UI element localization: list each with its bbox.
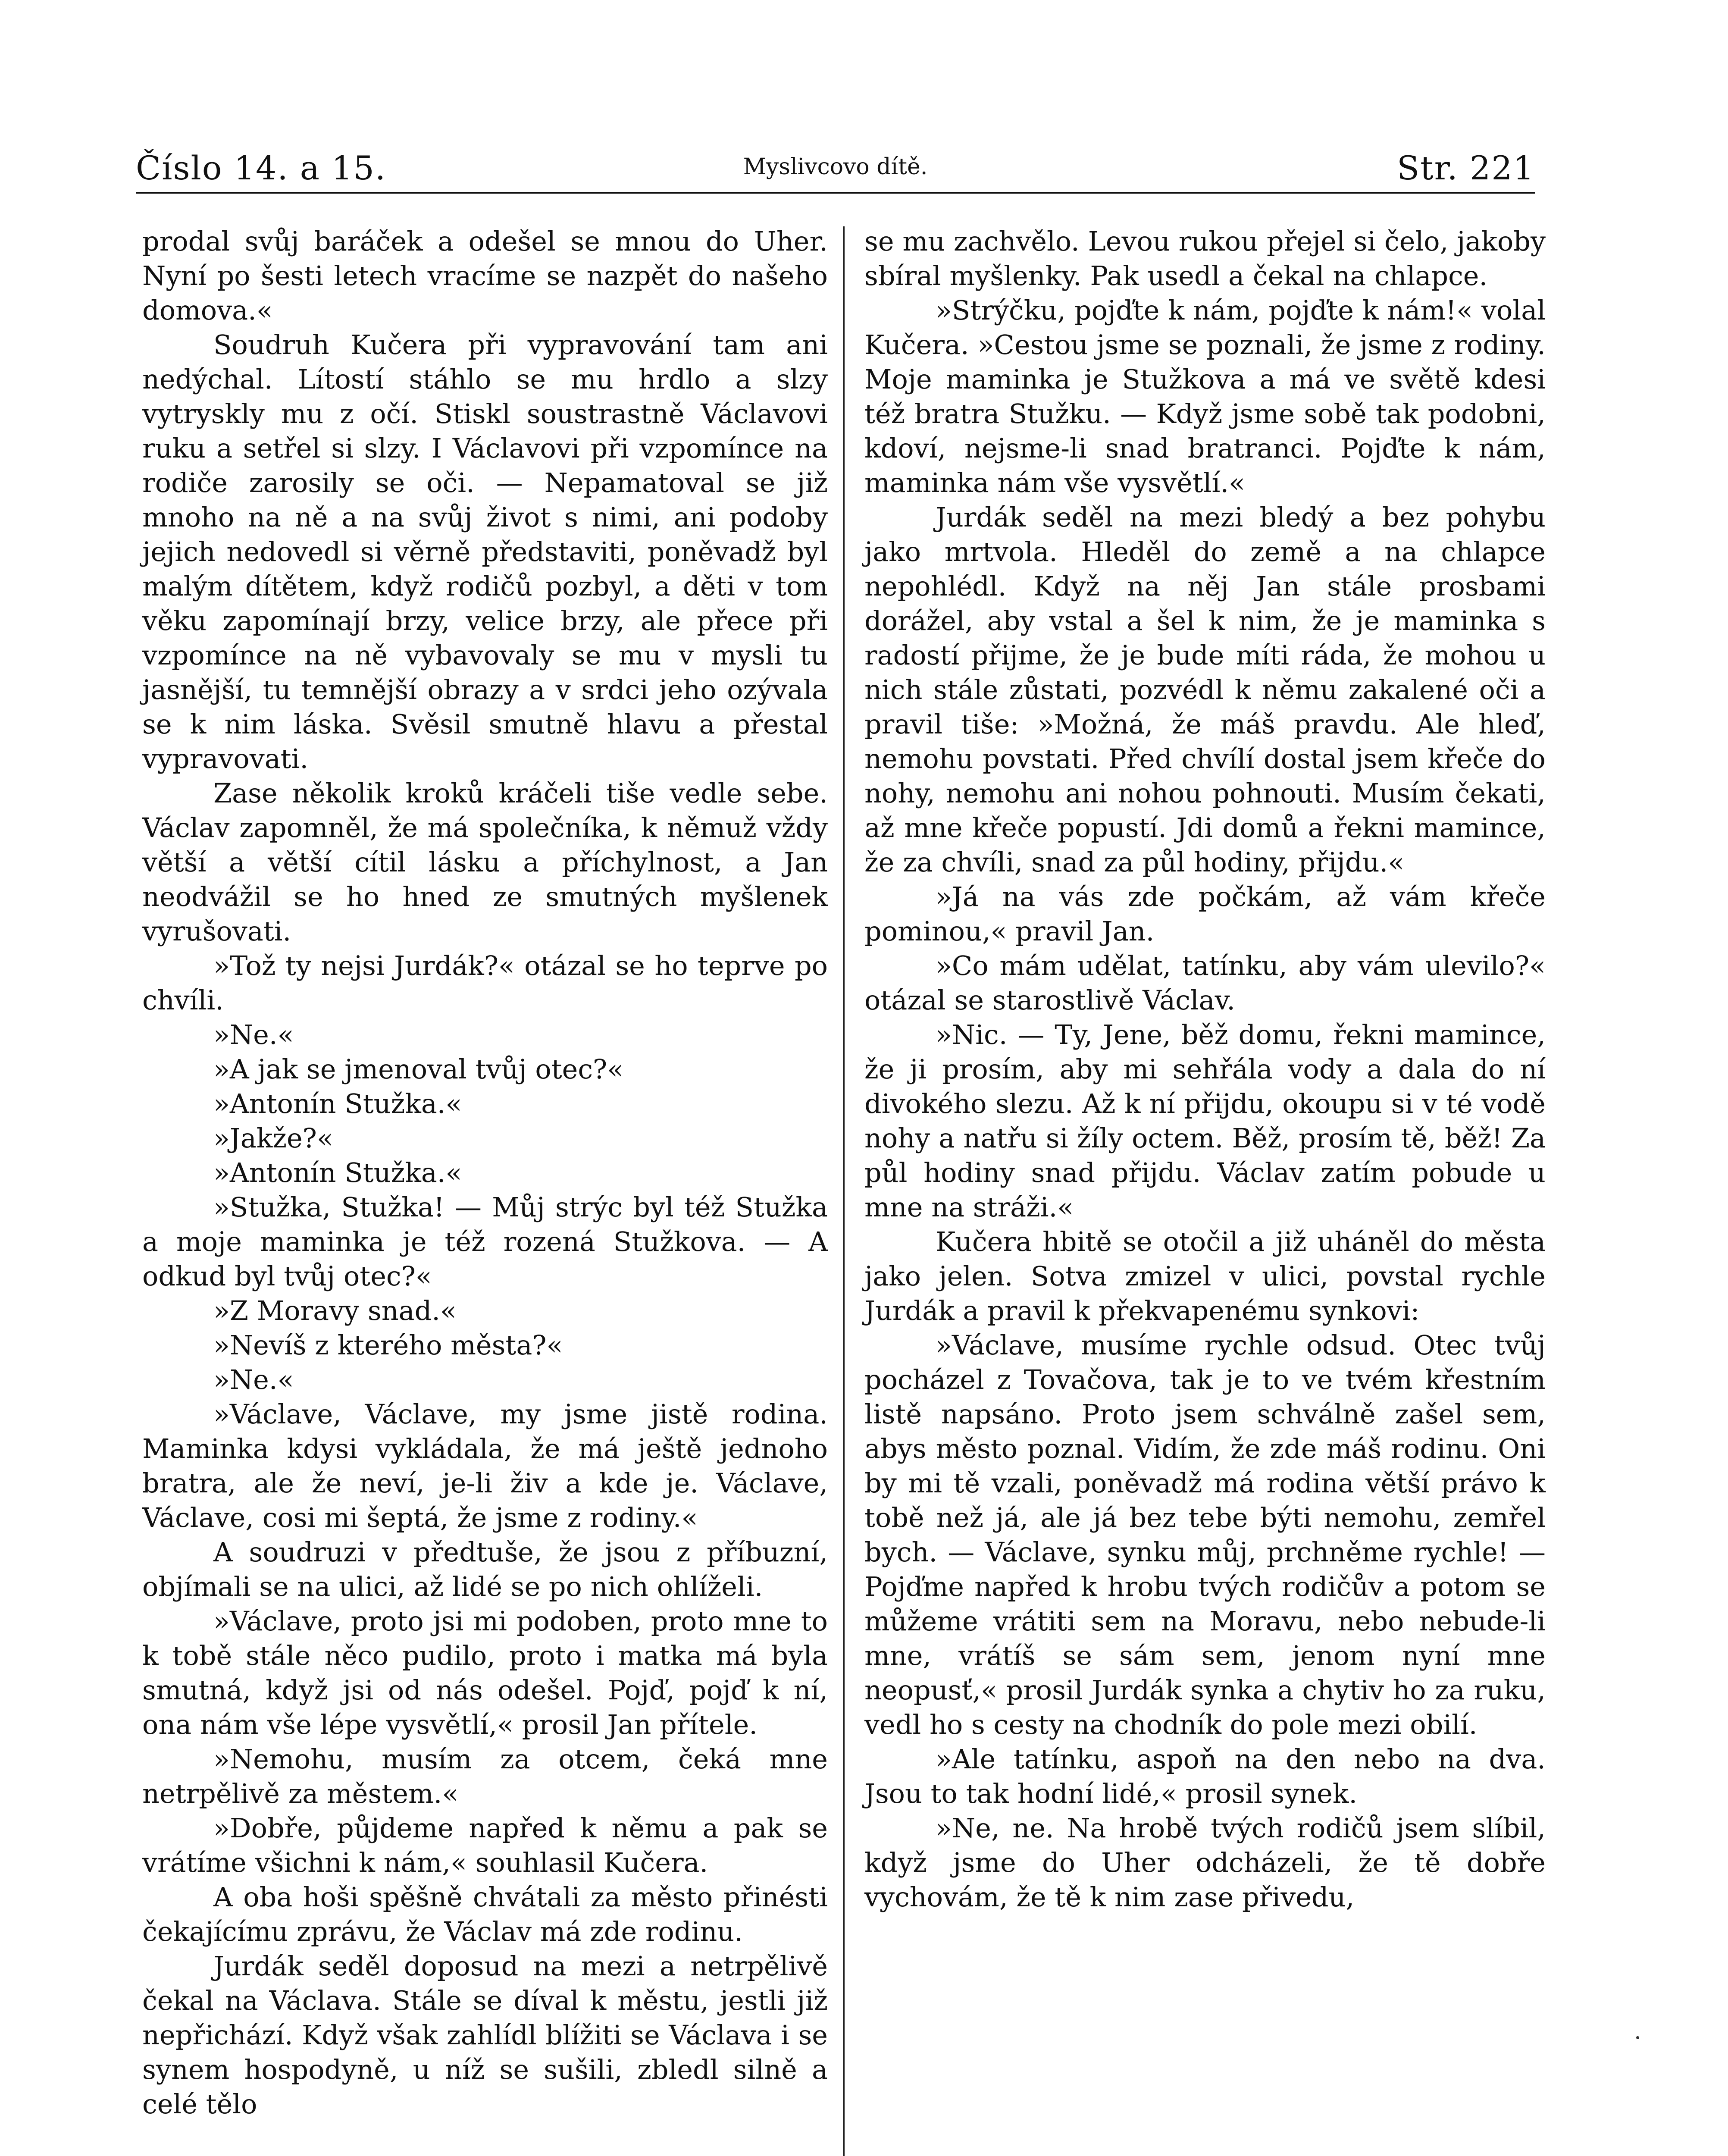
- page-header: [136, 140, 1535, 194]
- print-speck: [1636, 2036, 1639, 2039]
- paragraph: A oba hoši spěšně chvátali za město přinésti čekajícímu zprávu, že Václav má zde rodinu.: [142, 1881, 828, 1947]
- paragraph: »Nemohu, musím za otcem, čeká mne netrpělivě za městem.«: [142, 1743, 828, 1809]
- page-number: Str. 221: [1397, 149, 1535, 187]
- paragraph: »Z Moravy snad.«: [213, 1295, 457, 1326]
- paragraph: »Antonín Stužka.«: [213, 1157, 462, 1188]
- paragraph: »Dobře, půjdeme napřed k němu a pak se vrátíme všichni k nám,« souhlasil Kučera.: [142, 1812, 828, 1878]
- paragraph: »Nic. — Ty, Jene, běž domu, řekni mamince, že ji prosím, aby mi sehřála vody a dala do ní divokého slezu. Až k ní přijdu, okoupu si v té vodě nohy a natřu si žíly octem. Běž, prosím tě, běž! Za půl hodiny snad přijdu. Václav zatím pobude u mne na stráži.«: [864, 1019, 1546, 1223]
- paragraph: »Ale tatínku, aspoň na den nebo na dva. Jsou to tak hodní lidé,« prosil synek.: [864, 1743, 1546, 1809]
- paragraph: »Já na vás zde počkám, až vám křeče pominou,« pravil Jan.: [864, 881, 1546, 947]
- paragraph: »Václave, musíme rychle odsud. Otec tvůj pocházel z Tovačova, tak je to ve tvém křestním listě napsáno. Proto jsem schválně zašel sem, abys město poznal. Vidím, že zde máš rodinu. Oni by mi tě vzali, poněvadž má rodina větší právo k tobě než já, ale já bez tebe býti nemohu, zemřel bych. — Václave, synku můj, prchněme rychle! — Pojďme napřed k hrobu tvých rodičův a potom se můžeme vrátiti sem na Moravu, nebo nebude-li mne, vrátíš se sám sem, jenom nyní mne neopusť,« prosil Jurdák synka a chytiv ho za ruku, vedl ho s cesty na chodník do pole mezi obilí.: [864, 1329, 1546, 1740]
- paragraph: »Stužka, Stužka! — Můj strýc byl též Stužka a moje maminka je též rozená Stužkova. — A odkud byl tvůj otec?«: [142, 1191, 828, 1292]
- paragraph: »Antonín Stužka.«: [213, 1088, 462, 1119]
- paragraph: Jurdák seděl doposud na mezi a netrpělivě čekal na Václava. Stále se díval k městu, jestli již nepřichází. Když však zahlídl blížiti se Václava i se synem hospodyně, u níž se sušili, zbledl silně a celé tělo: [142, 1950, 828, 2120]
- paragraph: Jurdák seděl na mezi bledý a bez pohybu jako mrtvola. Hleděl do země a na chlapce nepohlédl. Když na něj Jan stále prosbami dorážel, aby vstal a šel k nim, že je maminka s radostí přijme, že je bude míti ráda, že mohou u nich stále zůstati, pozvédl k němu zakalené oči a pravil tiše: »Možná, že máš pravdu. Ale hleď, nemohu povstati. Před chvílí dostal jsem křeče do nohy, nemohu ani nohou pohnouti. Musím čekati, až mne křeče popustí. Jdi domů a řekni mamince, že za chvíli, snad za půl hodiny, přijdu.«: [864, 501, 1546, 878]
- paragraph: »Nevíš z kterého města?«: [213, 1329, 563, 1361]
- issue-number: Číslo 14. a 15.: [136, 149, 387, 187]
- paragraph: prodal svůj baráček a odešel se mnou do Uher. Nyní po šesti letech vracíme se nazpět do našeho domova.«: [142, 226, 828, 326]
- paragraph: »Václave, proto jsi mi podoben, proto mne to k tobě stále něco pudilo, proto i matka má byla smutná, když jsi od nás odešel. Pojď, pojď k ní, ona nám vše lépe vysvětlí,« prosil Jan přítele.: [142, 1605, 828, 1740]
- column-divider: [843, 226, 845, 2156]
- paragraph: »Ne.«: [213, 1364, 294, 1395]
- paragraph: »Jakže?«: [213, 1122, 333, 1154]
- paragraph: »Strýčku, pojďte k nám, pojďte k nám!« volal Kučera. »Cestou jsme se poznali, že jsme z rodiny. Moje maminka je Stužkova a má ve světě kdesi též bratra Stužku. — Když jsme sobě tak podobni, kdoví, nejsme-li snad bratranci. Pojďte k nám, maminka nám vše vysvětlí.«: [864, 295, 1546, 498]
- paragraph: Kučera hbitě se otočil a již uháněl do města jako jelen. Sotva zmizel v ulici, povstal rychle Jurdák a pravil k překvapenému synkovi:: [864, 1226, 1546, 1326]
- right-column: [864, 224, 1546, 1915]
- paragraph: se mu zachvělo. Levou rukou přejel si čelo, jakoby sbíral myšlenky. Pak usedl a čekal na chlapce.: [864, 226, 1546, 291]
- paragraph: »Ne.«: [213, 1019, 294, 1050]
- paragraph: »Co mám udělat, tatínku, aby vám ulevilo?« otázal se starostlivě Václav.: [864, 950, 1546, 1016]
- paragraph: »Tož ty nejsi Jurdák?« otázal se ho teprve po chvíli.: [142, 950, 828, 1016]
- paragraph: A soudruzi v předtuše, že jsou z příbuzní, objímali se na ulici, až lidé se po nich ohlíželi.: [142, 1536, 828, 1602]
- left-column: [142, 224, 828, 2122]
- paragraph: »Ne, ne. Na hrobě tvých rodičů jsem slíbil, když jsme do Uher odcházeli, že tě dobře vychovám, že tě k nim zase přivedu,: [864, 1812, 1546, 1913]
- running-title: Myslivcovo dítě.: [743, 154, 928, 180]
- paragraph: Soudruh Kučera při vypravování tam ani nedýchal. Lítostí stáhlo se mu hrdlo a slzy vytryskly mu z očí. Stiskl soustrastně Václavovi ruku a setřel si slzy. I Václavovi při vzpomínce na rodiče zarosily se oči. — Nepamatoval se již mnoho na ně a na svůj život s nimi, ani podoby jejich nedovedl si věrně představiti, poněvadž byl malým dítětem, když rodičů pozbyl, a děti v tom věku zapomínají brzy, velice brzy, ale přece při vzpomínce na ně vybavovaly se mu v mysli tu jasnější, tu temnější obrazy a v srdci jeho ozývala se k nim láska. Svěsil smutně hlavu a přestal vypravovati.: [142, 329, 828, 774]
- paragraph: »A jak se jmenoval tvůj otec?«: [213, 1053, 624, 1085]
- paragraph: »Václave, Václave, my jsme jistě rodina. Maminka kdysi vykládala, že má ještě jednoho bratra, ale že neví, je-li živ a kde je. Václave, Václave, cosi mi šeptá, že jsme z rodiny.«: [142, 1398, 828, 1533]
- paragraph: Zase několik kroků kráčeli tiše vedle sebe. Václav zapomněl, že má společníka, k němuž vždy větší a větší cítil lásku a příchylnost, a Jan neodvážil se ho hned ze smutných myšlenek vyrušovati.: [142, 777, 828, 947]
